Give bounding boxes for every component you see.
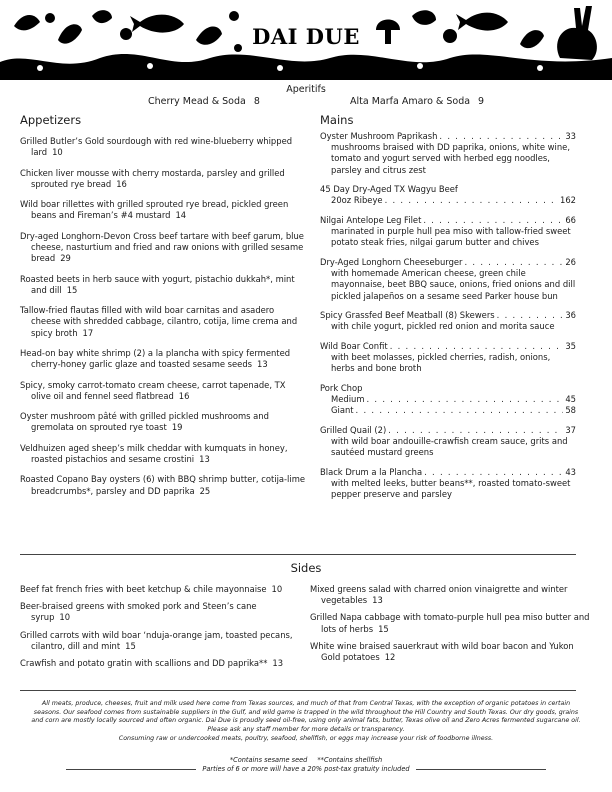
item-price: 25 [199, 485, 211, 496]
sides-title: Sides [290, 561, 322, 575]
aperitif-name: Cherry Mead & Soda [148, 96, 246, 107]
item-price: 15 [378, 623, 389, 634]
main-name: 45 Day Dry-Aged TX Wagyu Beef [320, 184, 458, 195]
main-name: Dry-Aged Longhorn Cheeseburger [320, 257, 463, 267]
leaf-icon [14, 15, 40, 30]
item-price: 13 [272, 658, 284, 669]
appetizer-item: Chicken liver mousse with cherry mostarda, parsley and grilled sprouted rye bread 16 [20, 167, 285, 189]
main-description: marinated in purple hull pea miso with tallow-fried sweet potato steak fries, nilgai garum butter and chives [331, 226, 571, 248]
rabbit-icon [557, 6, 597, 60]
mushroom-icon [376, 20, 400, 45]
main-description: with wild boar andouille-crawfish cream sauce, grits and sautéed mustard greens [331, 436, 568, 458]
berry-icon [120, 28, 132, 40]
appetizer-item: Wild boar rillettes with grilled sprouted rye bread, pickled green beans and Fireman’s #4 mustard 14 [20, 199, 289, 221]
item-price: 13 [372, 595, 383, 606]
main-description: with homemade American cheese, green chile mayonnaise, beet BBQ sauce, onions, fried onions and dill pickled jalapeños on a sesame seed Parker house bun [331, 268, 576, 301]
appetizer-item: Veldhuizen aged sheep’s milk cheddar with kumquats in honey, roasted pistachios and sesame crostini 13 [20, 442, 288, 464]
appetizer-item: Dry-aged Longhorn-Devon Cross beef tartare with beef garum, blue cheese, nasturtium and fried and raw onions with grilled sesame bread 29 [20, 230, 304, 264]
leaf-icon [520, 30, 544, 48]
main-price: 43 [565, 467, 576, 477]
main-option: Medium . . . 45 [320, 394, 576, 405]
aperitif-price: 9 [478, 96, 485, 107]
food-safety-warning: Consuming raw or undercooked meats, poultry, seafood, shellfish, or eggs may increase your risk of foodborne illness. [118, 735, 494, 743]
fish-icon [130, 15, 184, 33]
leaf-icon [412, 10, 436, 25]
leaf-icon [92, 10, 112, 23]
appetizer-item: Tallow-fried flautas filled with wild boar carnitas and asadero cheese with shredded cabbage, cilantro, cotija, lime crema and spicy broth 17 [20, 305, 298, 338]
main-name: Oyster Mushroom Paprikash [320, 131, 438, 141]
side-item: Mixed greens salad with charred onion vinaigrette and winter vegetables 13 [310, 584, 568, 606]
main-description: mushrooms braised with DD paprika, onions, white wine, tomato and yogurt served with herbed egg noodles, parsley and citrus zest [331, 142, 570, 175]
appetizer-item: Oyster mushroom pâté with grilled pickled mushrooms and gremolata on sprouted rye toast 19 [20, 411, 269, 433]
main-item [320, 184, 576, 206]
main-name: Nilgai Antelope Leg Filet [320, 215, 422, 225]
sesame-note: *Contains sesame seed [229, 756, 308, 764]
main-price: 35 [565, 341, 576, 351]
fish-icon [456, 13, 508, 31]
item-price: 16 [116, 178, 127, 189]
side-item: Crawfish and potato gratin with scallions and DD paprika** 13 [20, 658, 284, 669]
main-name: Wild Boar Confit [320, 341, 388, 351]
main-option: 20oz Ribeye . . . 162 [320, 195, 576, 206]
aperitif-price: 8 [253, 96, 260, 107]
appetizer-item: Head-on bay white shrimp (2) a la plancha with spicy fermented cherry-honey garlic glaze and toasted sesame seeds 13 [20, 347, 291, 370]
leaf-icon [196, 26, 222, 44]
main-price: 37 [565, 425, 576, 435]
item-price: 17 [82, 327, 94, 338]
restaurant-logo: DAI DUE [250, 20, 362, 54]
appetizer-item: Grilled Butler’s Gold sourdough with red wine-blueberry whipped lard 10 [20, 136, 293, 158]
berry-icon [234, 44, 242, 52]
aperitifs-title: Aperitifs [286, 84, 326, 95]
berry-icon [229, 11, 239, 21]
main-item [320, 425, 576, 459]
divider [416, 769, 546, 770]
berry-icon [537, 65, 543, 71]
berry-icon [443, 29, 457, 43]
main-price: 26 [565, 257, 576, 267]
main-price: 66 [565, 215, 576, 225]
main-description: with beet molasses, pickled cherries, radish, onions, herbs and bone broth [331, 352, 551, 374]
sourcing-statement: All meats, produce, cheeses, fruit and milk used here come from Texas sources, and much of that from Central Texas, with the exception of organic potatoes in certain seasons. Our seafood comes from sustainable suppliers in the Gulf, and wild game is trapped in the wild throughout the Hill Country and South Texas. Our dry goods, grains and corn are mostly locally sourced and often organic. Dai Due is proudly seed oil-free, using only animal fats, butter, Texas olive oil and Zero Acres fermented sugarcane oil. Please ask any staff member for more details or transparency. Consuming raw or undercooked meats, poultry, seafood, shellfish, or eggs may increase your risk of foodborne illness. [28, 700, 584, 744]
main-price: 36 [565, 310, 576, 321]
berry-icon [147, 63, 153, 69]
main-item [320, 467, 576, 501]
main-description: with melted leeks, butter beans**, roasted tomato-sweet pepper preserve and parsley [331, 478, 571, 500]
mains-list [320, 131, 576, 509]
main-price: 162 [560, 195, 576, 206]
main-name: Spicy Grassfed Beef Meatball (8) Skewers [320, 310, 495, 321]
item-price: 15 [66, 284, 78, 295]
item-price: 29 [60, 253, 71, 264]
item-price: 16 [178, 390, 190, 401]
main-item [320, 257, 576, 302]
divider [20, 690, 576, 691]
aperitif-item [148, 96, 260, 107]
item-price: 14 [175, 210, 187, 221]
berry-icon [45, 13, 55, 23]
main-price: 45 [565, 394, 576, 405]
shellfish-note: **Contains shellfish [317, 756, 383, 764]
main-item [320, 341, 576, 375]
leaf-icon [58, 24, 82, 43]
sides-list-right [310, 584, 590, 669]
item-price: 19 [171, 422, 183, 433]
divider [20, 554, 576, 555]
aperitif-item [350, 96, 484, 107]
main-name: Grilled Quail (2) [320, 425, 387, 435]
item-price: 13 [257, 359, 268, 370]
main-item [320, 215, 576, 249]
mains-title: Mains [320, 113, 354, 127]
allergen-notes [0, 756, 612, 774]
item-price: 10 [271, 584, 283, 594]
vine-icon [0, 54, 612, 80]
item-price: 10 [52, 147, 63, 158]
side-item: Grilled carrots with wild boar ‘nduja-orange jam, toasted pecans, cilantro, dill and mint 15 [20, 629, 293, 651]
main-price: 58 [565, 405, 576, 416]
appetizers-title: Appetizers [20, 113, 82, 127]
berry-icon [277, 65, 283, 71]
main-item [320, 383, 576, 417]
appetizer-item: Roasted beets in herb sauce with yogurt, pistachio dukkah*, mint and dill 15 [20, 273, 295, 295]
main-price: 33 [565, 131, 576, 141]
appetizer-item: Spicy, smoky carrot-tomato cream cheese, carrot tapenade, TX olive oil and fennel seed flatbread 16 [20, 379, 286, 401]
berry-icon [417, 63, 423, 69]
berry-icon [37, 65, 43, 71]
main-item [320, 310, 576, 332]
main-item [320, 131, 576, 176]
side-item: Beer-braised greens with smoked pork and Steen’s cane syrup 10 [20, 601, 257, 623]
sides-list-left [20, 584, 295, 675]
side-item: Grilled Napa cabbage with tomato-purple hull pea miso butter and lots of herbs 15 [310, 612, 590, 634]
item-price: 15 [125, 640, 136, 651]
main-name: Pork Chop [320, 383, 363, 393]
item-price: 12 [384, 652, 396, 663]
gratuity-note: Parties of 6 or more will have a 20% post-tax gratuity included [202, 764, 410, 773]
appetizers-list [20, 136, 305, 506]
item-price: 13 [199, 453, 210, 464]
appetizer-item: Roasted Copano Bay oysters (6) with BBQ shrimp butter, cotija-lime breadcrumbs*, parsley and DD paprika 25 [20, 474, 306, 496]
item-price: 10 [59, 612, 71, 623]
aperitif-name: Alta Marfa Amaro & Soda [350, 96, 471, 107]
side-item: Beef fat french fries with beet ketchup & chile mayonnaise 10 [20, 584, 283, 594]
main-option: Giant . . . 58 [320, 405, 576, 416]
main-name: Black Drum a la Plancha [320, 467, 423, 477]
divider [66, 769, 196, 770]
side-item: White wine braised sauerkraut with wild boar bacon and Yukon Gold potatoes 12 [310, 640, 574, 663]
main-description: with chile yogurt, pickled red onion and morita sauce [331, 321, 555, 332]
